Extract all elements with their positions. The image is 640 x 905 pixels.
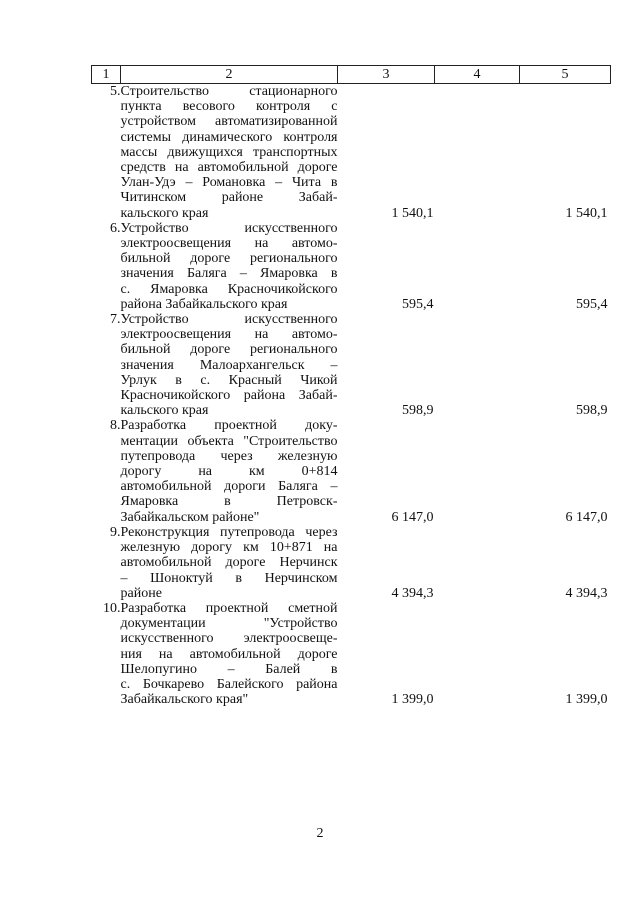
description-line: с. Бочкарево Балейского района	[120, 676, 338, 692]
description-line: Забайкальского края"	[120, 692, 249, 708]
description-line: системы динамического контроля	[120, 129, 338, 145]
description-line: автомобильной дороги Баляга –	[120, 479, 338, 495]
description-line: Улан-Удэ – Романовка – Чита в	[120, 175, 338, 191]
description-line: автомобильной дороге Нерчинск	[120, 555, 338, 571]
description-line: Разработка проектной сметной	[120, 600, 338, 616]
description-line: бильной дороге регионального	[120, 342, 338, 358]
amount-col-3: 1 399,0	[391, 692, 434, 708]
row-number: 6.	[110, 220, 121, 236]
amount-col-3: 595,4	[402, 296, 434, 312]
description-line: Разработка проектной доку-	[120, 418, 338, 434]
amount-col-4	[435, 221, 520, 312]
page-number: 2	[316, 826, 324, 841]
description-line: дорогу на км 0+814	[120, 464, 338, 480]
table-row	[92, 221, 611, 312]
description-line: Урлук в с. Красный Чикой	[120, 372, 338, 388]
table-body	[92, 84, 611, 708]
table-row	[92, 84, 611, 221]
row-description	[121, 312, 338, 418]
table-row	[92, 601, 611, 707]
header-col-2: 2	[121, 66, 338, 84]
amount-col-4	[435, 312, 520, 418]
header-col-1: 1	[92, 66, 121, 84]
description-line: массы движущихся транспортных	[120, 144, 338, 160]
amount-col-5: 6 147,0	[565, 509, 608, 525]
amount-col-3: 6 147,0	[391, 509, 434, 525]
description-line: Красночикойского района Забай-	[120, 388, 338, 404]
table-header	[92, 66, 611, 84]
header-col-3: 3	[338, 66, 435, 84]
row-number: 10.	[103, 600, 121, 616]
description-line: Шелопугино – Балей в	[120, 661, 338, 677]
description-line: значения Малоархангельск –	[120, 357, 338, 373]
description-line: – Шоноктуй в Нерчинском	[120, 570, 338, 586]
description-line: бильной дороге регионального	[120, 251, 338, 267]
description-line: Строительство стационарного	[120, 84, 338, 99]
description-line: Устройство искусственного	[120, 312, 338, 328]
amount-col-3: 1 540,1	[391, 205, 434, 221]
description-line: электроосвещения на автомо-	[120, 327, 338, 343]
header-col-5: 5	[520, 66, 611, 84]
description-line: ния на автомобильной дороге	[120, 646, 338, 662]
amount-col-5: 1 540,1	[565, 205, 608, 221]
amount-col-4	[435, 418, 520, 524]
amount-col-5: 598,9	[576, 403, 608, 419]
amount-col-5: 1 399,0	[565, 692, 608, 708]
row-description	[121, 418, 338, 524]
description-line: искусственного электроосвеще-	[120, 631, 338, 647]
description-line: кальского края	[120, 205, 209, 221]
row-description	[121, 84, 338, 221]
description-line: пункта весового контроля с	[120, 99, 338, 115]
row-number: 5.	[110, 84, 121, 99]
amount-col-4	[435, 601, 520, 707]
description-line: Устройство искусственного	[120, 220, 338, 236]
description-line: устройством автоматизированной	[120, 114, 338, 130]
description-line: средств на автомобильной дороге	[120, 160, 338, 176]
row-description	[121, 221, 338, 312]
description-line: районе	[120, 585, 162, 601]
description-line: путепровода через железную	[120, 448, 338, 464]
description-line: значения Баляга – Ямаровка в	[120, 266, 338, 282]
amount-col-5: 4 394,3	[565, 585, 608, 601]
description-line: ментации объекта "Строительство	[120, 433, 338, 449]
data-table	[91, 65, 611, 707]
amount-col-3: 4 394,3	[391, 585, 434, 601]
description-line: с. Ямаровка Красночикойского	[120, 281, 338, 297]
row-number: 9.	[110, 524, 121, 540]
table-row	[92, 312, 611, 418]
row-description	[121, 525, 338, 601]
description-line: Реконструкция путепровода через	[120, 524, 338, 540]
description-line: Ямаровка в Петровск-	[120, 494, 338, 510]
description-line: кальского края	[120, 403, 209, 419]
description-line: электроосвещения на автомо-	[120, 236, 338, 252]
amount-col-3: 598,9	[402, 403, 434, 419]
amount-col-4	[435, 84, 520, 221]
row-description	[121, 601, 338, 707]
amount-col-4	[435, 525, 520, 601]
description-line: района Забайкальского края	[120, 296, 288, 312]
header-row	[92, 66, 611, 84]
description-line: документации "Устройство	[120, 616, 338, 632]
description-line: железную дорогу км 10+871 на	[120, 540, 338, 556]
table-row	[92, 418, 611, 524]
row-number: 7.	[110, 312, 121, 328]
header-col-4: 4	[435, 66, 520, 84]
table-row	[92, 525, 611, 601]
description-line: Читинском районе Забай-	[120, 190, 338, 206]
amount-col-5: 595,4	[576, 296, 608, 312]
description-line: Забайкальском районе"	[120, 509, 260, 525]
row-number: 8.	[110, 418, 121, 434]
